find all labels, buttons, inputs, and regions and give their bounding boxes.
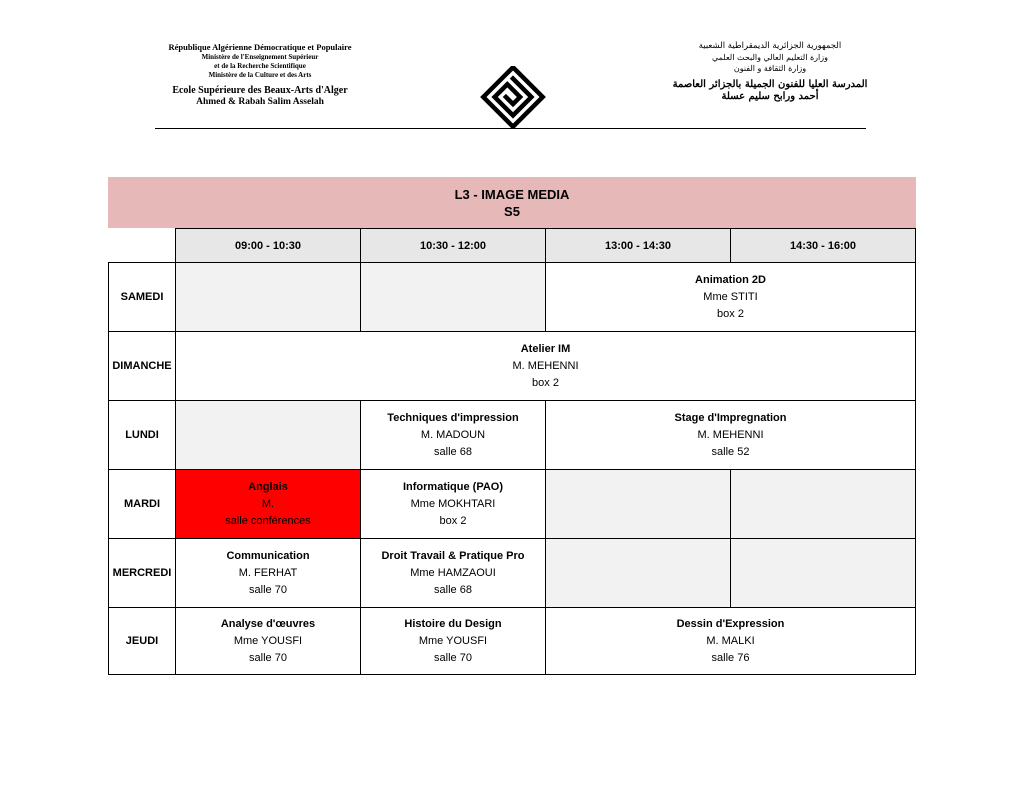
course-name: Animation 2D (695, 273, 766, 286)
ministry-higher-ed-ar: وزارة التعليم العالي والبحث العلمي (712, 53, 828, 62)
empty-slot (175, 262, 361, 332)
time-slot-header-2: 10:30 - 12:00 (360, 228, 546, 263)
empty-slot (545, 538, 731, 608)
course-room: salle 68 (434, 445, 472, 458)
republic-name-ar: الجمهورية الجزائرية الديمقراطية الشعبية (698, 41, 842, 51)
course-teacher: M. MEHENNI (512, 359, 579, 372)
header-arabic (660, 40, 880, 103)
course-room: box 2 (532, 376, 559, 389)
course-cell-anglais (175, 469, 361, 539)
school-subtitle-fr: Ahmed & Rabah Salim Asselah (196, 97, 324, 107)
course-name: Techniques d'impression (387, 411, 519, 424)
school-subtitle-ar: أحمد ورابح سليم عسلة (721, 91, 819, 102)
course-room: salle 52 (711, 445, 750, 458)
course-cell-informatique-pao (360, 469, 546, 539)
course-name: Histoire du Design (404, 617, 502, 630)
empty-slot (175, 400, 361, 470)
header-divider (155, 128, 866, 129)
course-name: Dessin d'Expression (676, 617, 785, 630)
course-room: salle conférences (225, 514, 311, 527)
school-name-fr: Ecole Supérieure des Beaux-Arts d'Alger (172, 85, 348, 96)
course-cell-techniques-impression (360, 400, 546, 470)
course-cell-communication (175, 538, 361, 608)
empty-slot (545, 469, 731, 539)
day-label-mardi: MARDI (108, 469, 176, 539)
republic-name-fr: République Algérienne Démocratique et Populaire (168, 42, 352, 52)
course-name: Anglais (248, 480, 288, 493)
course-room: salle 70 (434, 651, 472, 664)
ministry-higher-ed-fr: Ministère de l'Enseignement Supérieur (201, 53, 319, 61)
empty-slot (730, 538, 916, 608)
course-teacher: M. MALKI (706, 634, 755, 647)
course-name: Analyse d'œuvres (220, 617, 316, 630)
course-room: salle 68 (434, 583, 472, 596)
course-cell-atelier-im (175, 331, 916, 401)
timetable-title-band (108, 177, 916, 228)
empty-slot (360, 262, 546, 332)
course-room: box 2 (439, 514, 467, 527)
course-teacher: Mme HAMZAOUI (410, 566, 496, 579)
course-room: box 2 (717, 307, 744, 320)
course-teacher: M. (261, 497, 275, 510)
ministry-culture-fr: Ministère de la Culture et des Arts (208, 71, 312, 79)
course-room: salle 70 (249, 583, 287, 596)
course-cell-stage-impregnation (545, 400, 916, 470)
course-teacher: M. MADOUN (420, 428, 486, 441)
timetable-title: L3 - IMAGE MEDIA (454, 186, 570, 202)
course-cell-droit-travail (360, 538, 546, 608)
day-label-dimanche: DIMANCHE (108, 331, 176, 401)
time-slot-header-4: 14:30 - 16:00 (730, 228, 916, 263)
course-name: Stage d'Impregnation (674, 411, 787, 424)
header-french (120, 42, 400, 108)
school-logo-icon (478, 66, 548, 128)
course-teacher: Mme YOUSFI (418, 634, 488, 647)
course-teacher: Mme YOUSFI (233, 634, 303, 647)
course-cell-analyse-oeuvres (175, 607, 361, 675)
course-cell-dessin-expression (545, 607, 916, 675)
course-name: Droit Travail & Pratique Pro (381, 549, 525, 562)
empty-slot (730, 469, 916, 539)
course-cell-animation-2d (545, 262, 916, 332)
timetable (108, 177, 916, 675)
timetable-semester: S5 (504, 203, 520, 219)
course-name: Informatique (PAO) (402, 480, 503, 493)
course-name: Atelier IM (520, 342, 571, 355)
course-teacher: Mme MOKHTARI (410, 497, 496, 510)
course-name: Communication (226, 549, 310, 562)
day-label-samedi: SAMEDI (108, 262, 176, 332)
course-teacher: Mme STITI (703, 290, 758, 303)
school-name-ar: المدرسة العليا للفنون الجميلة بالجزائر العاصمة (672, 79, 868, 90)
course-room: salle 76 (711, 651, 750, 664)
time-slot-header-3: 13:00 - 14:30 (545, 228, 731, 263)
time-slot-header-1: 09:00 - 10:30 (175, 228, 361, 263)
day-label-mercredi: MERCREDI (108, 538, 176, 608)
day-label-jeudi: JEUDI (108, 607, 176, 675)
course-teacher: M. FERHAT (238, 566, 298, 579)
day-label-lundi: LUNDI (108, 400, 176, 470)
ministry-research-fr: et de la Recherche Scientifique (214, 62, 306, 70)
course-cell-histoire-design (360, 607, 546, 675)
course-teacher: M. MEHENNI (697, 428, 764, 441)
course-room: salle 70 (249, 651, 287, 664)
ministry-culture-ar: وزارة الثقافة و الفنون (733, 64, 807, 73)
